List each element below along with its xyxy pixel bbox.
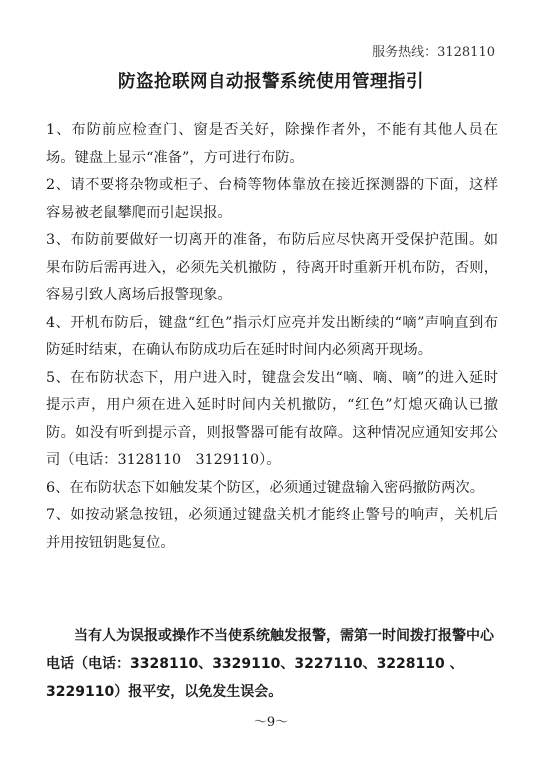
page-title: 防盗抢联网自动报警系统使用管理指引 xyxy=(118,72,424,92)
guideline-item-6: 6、在布防状态下如触发某个防区，必须通过键盘输入密码撤防两次。 xyxy=(46,479,484,496)
guideline-item-7: 7、如按动紧急按钮，必须通过键盘关机才能终止警号的响声，关机后并用按钮钥匙复位。 xyxy=(46,507,498,551)
page-number: ～9～ xyxy=(253,715,289,730)
guideline-item-4: 4、开机布防后，键盘“红色”指示灯应亮并发出断续的“嘀”声响直到布防延时结束，在确认布防成功后在延时时间内必须离开现场。 xyxy=(46,314,498,358)
guideline-list xyxy=(46,117,498,557)
guideline-item-2: 2、请不要将杂物或柜子、台椅等物体靠放在接近探测器的下面，这样容易被老鼠攀爬而引起误报。 xyxy=(46,177,498,221)
alarm-notice: 当有人为误报或操作不当使系统触发报警，需第一时间拨打报警中心电话（电话：3328110、3329110、3227110、3228110 、3229110）报平安，以免发生误会。 xyxy=(46,628,494,700)
guideline-item-5: 5、在布防状态下，用户进入时，键盘会发出“嘀、嘀、嘀”的进入延时提示声，用户须在进入延时时间内关机撤防，“红色”灯熄灭确认已撤防。如没有听到提示音，则报警器可能有故障。这种情况应通知安邦公司（电话：3128110 3129110）。 xyxy=(46,369,498,468)
guideline-item-3: 3、布防前要做好一切离开的准备，布防后应尽快离开受保护范围。如果布防后需再进入，必须先关机撤防 ，待离开时重新开机布防，否则，容易引致人离场后报警现象。 xyxy=(46,232,498,303)
service-hotline: 服务热线：3128110 xyxy=(372,45,495,60)
guideline-item-1: 1、布防前应检查门、窗是否关好，除操作者外，不能有其他人员在场。键盘上显示“准备”，方可进行布防。 xyxy=(46,122,498,166)
